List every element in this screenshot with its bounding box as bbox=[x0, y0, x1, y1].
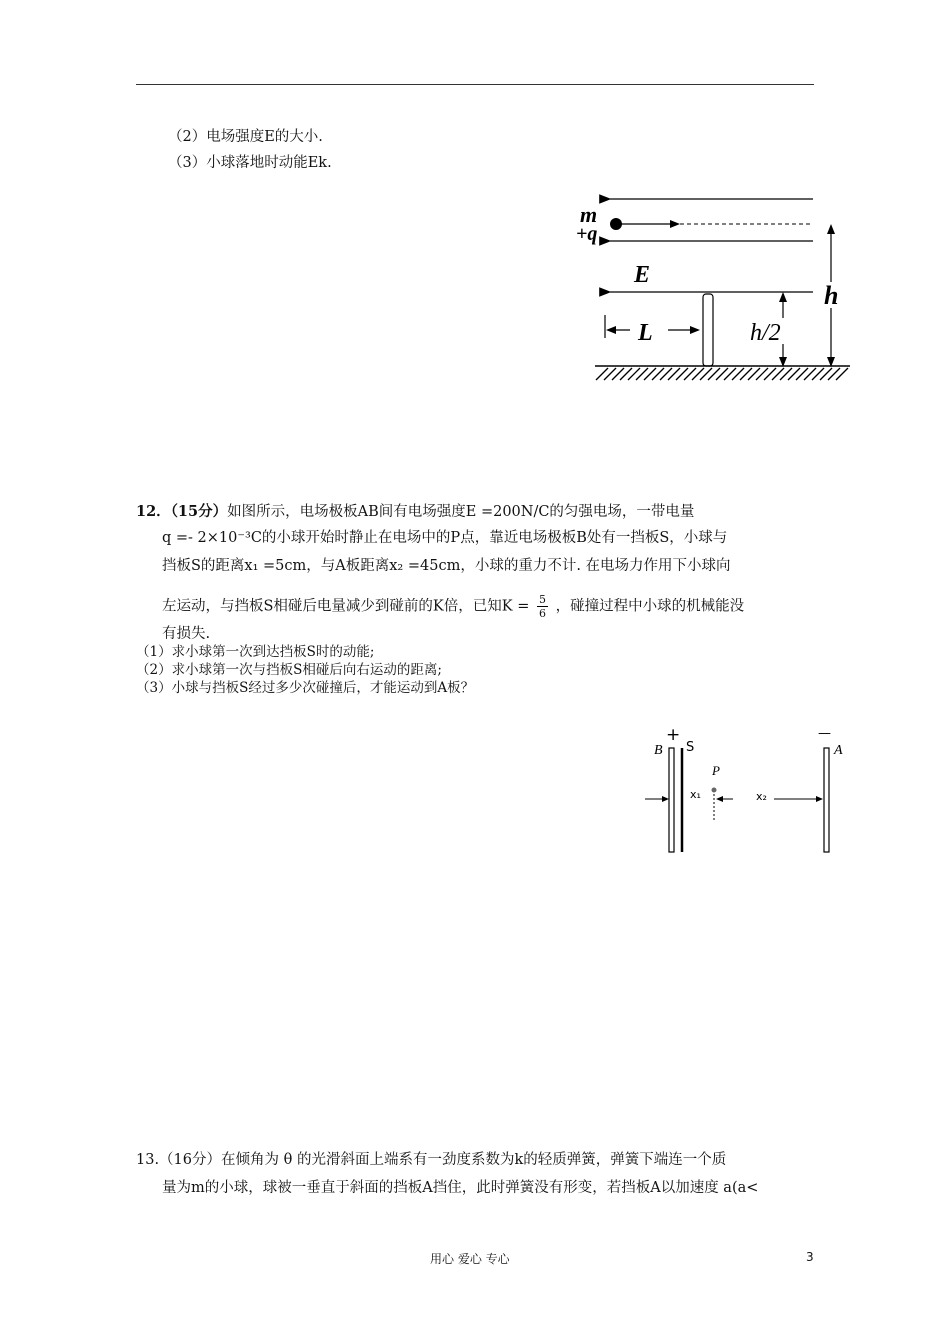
q13-line-2: 量为m的小球，球被一垂直于斜面的挡板A挡住，此时弹簧没有形变，若挡板A以加速度 a(a< bbox=[162, 1180, 759, 1196]
q11-figure bbox=[570, 190, 855, 390]
label-P: P bbox=[712, 763, 720, 778]
q12-score: （15分） bbox=[170, 503, 228, 520]
page-number: 3 bbox=[806, 1250, 814, 1264]
plate-B bbox=[669, 748, 674, 852]
fraction-denominator: 6 bbox=[538, 607, 546, 620]
q12-line-5: 有损失. bbox=[162, 626, 211, 642]
q12-subquestion-1: （1）求小球第一次到达挡板S时的动能; bbox=[136, 644, 375, 660]
footer-slogan: 用心 爱心 专心 bbox=[430, 1252, 510, 1266]
label-A: A bbox=[834, 743, 843, 758]
q12-line-3: 挡板S的距离x₁ =5cm，与A板距离x₂ =45cm，小球的重力不计. 在电场力作用下小球向 bbox=[162, 558, 731, 574]
point-P bbox=[712, 788, 717, 793]
q11-subquestion-3: （3）小球落地时动能Ek. bbox=[168, 155, 332, 171]
q12-subquestion-2: （2）求小球第一次与挡板S相碰后向右运动的距离; bbox=[136, 662, 442, 678]
q11-subquestion-2: （2）电场强度E的大小. bbox=[168, 129, 323, 145]
fraction-k bbox=[537, 593, 548, 620]
label-q: +q bbox=[576, 223, 598, 245]
q12-text-1: 如图所示，电场极板AB间有电场强度E =200N/C的匀强电场，一带电量 bbox=[227, 504, 695, 520]
q12-line-2: q =- 2×10⁻³C的小球开始时静止在电场中的P点，靠近电场极板B处有一挡板S，小球与 bbox=[162, 530, 728, 546]
label-E: E bbox=[634, 262, 651, 288]
q12-subquestion-3: （3）小球与挡板S经过多少次碰撞后，才能运动到A板？ bbox=[136, 680, 475, 696]
label-S: S bbox=[686, 740, 695, 755]
charged-ball bbox=[610, 218, 622, 230]
q12-number: 12． bbox=[136, 503, 171, 520]
q12-text-4a: 左运动，与挡板S相碰后电量减少到碰前的K倍，已知K = bbox=[162, 598, 530, 615]
q13-line-1: 13.（16分）在倾角为 θ 的光滑斜面上端系有一劲度系数为k的轻质弹簧，弹簧下端连一个质 bbox=[136, 1152, 727, 1168]
q12-text-4b: ，碰撞过程中小球的机械能没 bbox=[555, 598, 745, 615]
label-L: L bbox=[638, 320, 653, 346]
q12-line-1 bbox=[136, 503, 694, 521]
label-x1: x₁ bbox=[690, 788, 701, 801]
ground-hatching bbox=[596, 368, 848, 380]
label-plus: + bbox=[666, 725, 681, 745]
label-h-half: h/2 bbox=[750, 320, 781, 346]
fraction-numerator: 5 bbox=[538, 593, 546, 606]
label-B: B bbox=[654, 743, 663, 758]
q12-figure bbox=[640, 720, 855, 865]
label-minus: — bbox=[818, 726, 831, 741]
header-rule bbox=[136, 84, 814, 85]
plate-A bbox=[824, 748, 829, 852]
label-h: h bbox=[824, 281, 839, 310]
pillar bbox=[703, 294, 713, 366]
label-x2: x₂ bbox=[756, 790, 767, 803]
label-m: m bbox=[580, 202, 598, 227]
q12-line-4 bbox=[162, 593, 744, 620]
